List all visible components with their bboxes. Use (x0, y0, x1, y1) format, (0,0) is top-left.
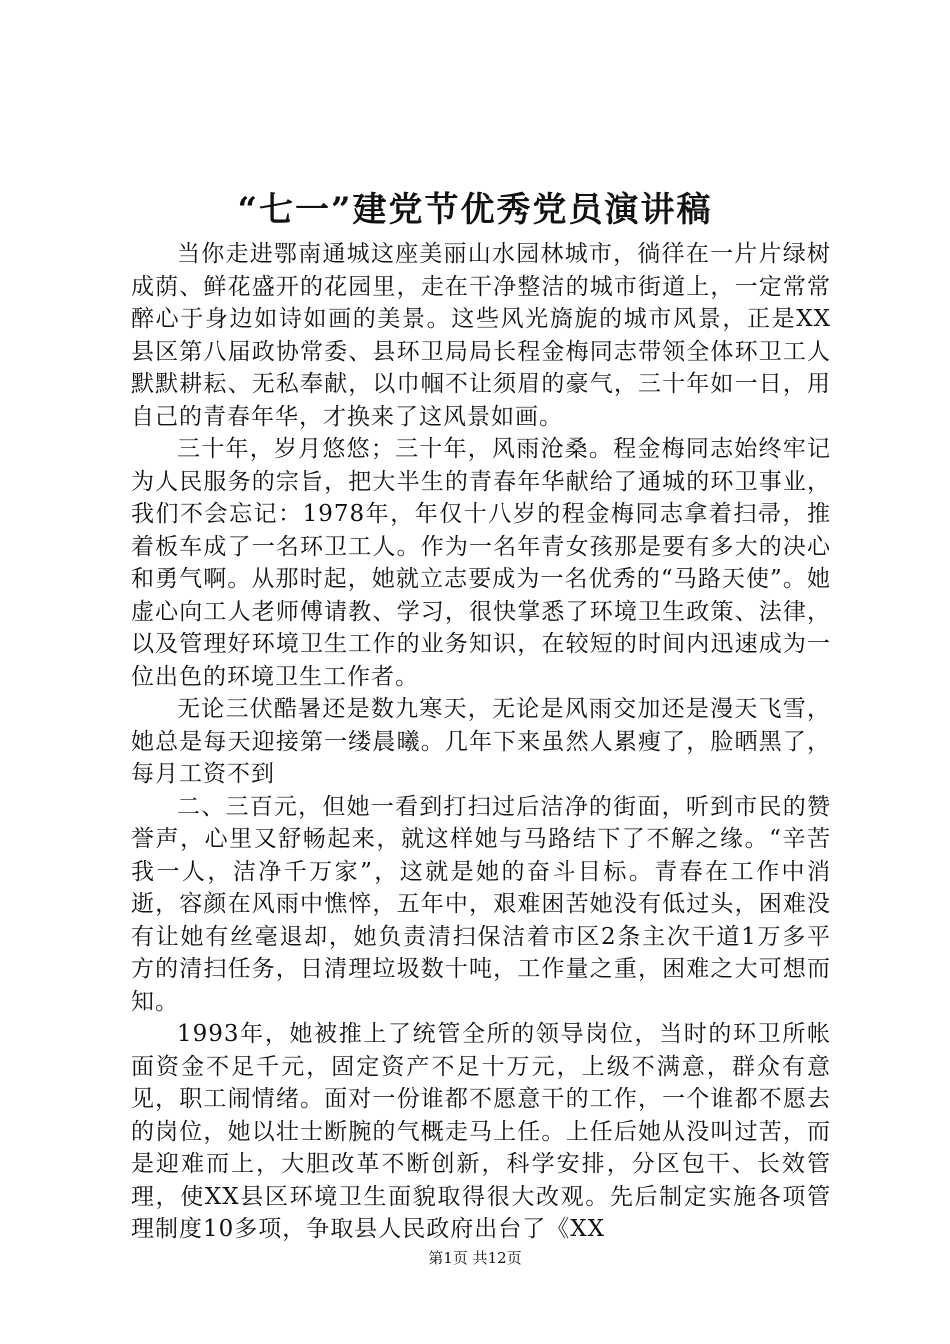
document-title: “七一”建党节优秀党员演讲稿 (237, 190, 713, 230)
paragraph: 三十年，岁月悠悠；三十年，风雨沧桑。程金梅同志始终牢记为人民服务的宗旨，把大半生的青春年华献给了通城的环卫事业，我们不会忘记：1978年，年仅十八岁的程金梅同志拿着扫帚，推着板车成了一名环卫工人。作为一名年青女孩那是要有多大的决心和勇气啊。从那时起，她就立志要成为一名优秀的“马路天使”。她虚心向工人老师傅请教、学习，很快掌悉了环境卫生政策、法律，以及管理好环境卫生工作的业务知识，在较短的时间内迅速成为一位出色的环境卫生工作者。 (131, 436, 831, 690)
document-body (131, 238, 831, 1246)
paragraph: 二、三百元，但她一看到打扫过后洁净的街面，听到市民的赞誉声，心里又舒畅起来，就这样她与马路结下了不解之缘。“辛苦我一人，洁净千万家”，这就是她的奋斗目标。青春在工作中消逝，容颜在风雨中憔悴，五年中，艰难困苦她没有低过头，困难没有让她有丝毫退却，她负责清扫保洁着市区2条主次干道1万多平方的清扫任务，日清理垃圾数十吨，工作量之重，困难之大可想而知。 (131, 793, 831, 1015)
page-number-footer: 第1页 共12页 (428, 1249, 522, 1267)
paragraph: 当你走进鄂南通城这座美丽山水园林城市，徜徉在一片片绿树成荫、鲜花盛开的花园里，走在干净整洁的城市街道上，一定常常醉心于身边如诗如画的美景。这些风光旖旎的城市风景，正是XX县区第八届政协常委、县环卫局局长程金梅同志带领全体环卫工人默默耕耘、无私奉献，以巾帼不让须眉的豪气，三十年如一日，用自己的青春年华，才换来了这风景如画。 (131, 241, 831, 430)
paragraph: 1993年，她被推上了统管全所的领导岗位，当时的环卫所帐面资金不足千元，固定资产不足十万元，上级不满意，群众有意见，职工闹情绪。面对一份谁都不愿意干的工作，一个谁都不愿去的岗位，她以壮士断腕的气概走马上任。上任后她从没叫过苦，而是迎难而上，大胆改革不断创新，科学安排，分区包干、长效管理，使XX县区环境卫生面貌取得很大改观。先后制定实施各项管理制度10多项，争取县人民政府出台了《XX (131, 1021, 831, 1242)
paragraph: 无论三伏酷暑还是数九寒天，无论是风雨交加还是漫天飞雪，她总是每天迎接第一缕晨曦。几年下来虽然人累瘦了，脸晒黑了，每月工资不到 (131, 696, 831, 787)
